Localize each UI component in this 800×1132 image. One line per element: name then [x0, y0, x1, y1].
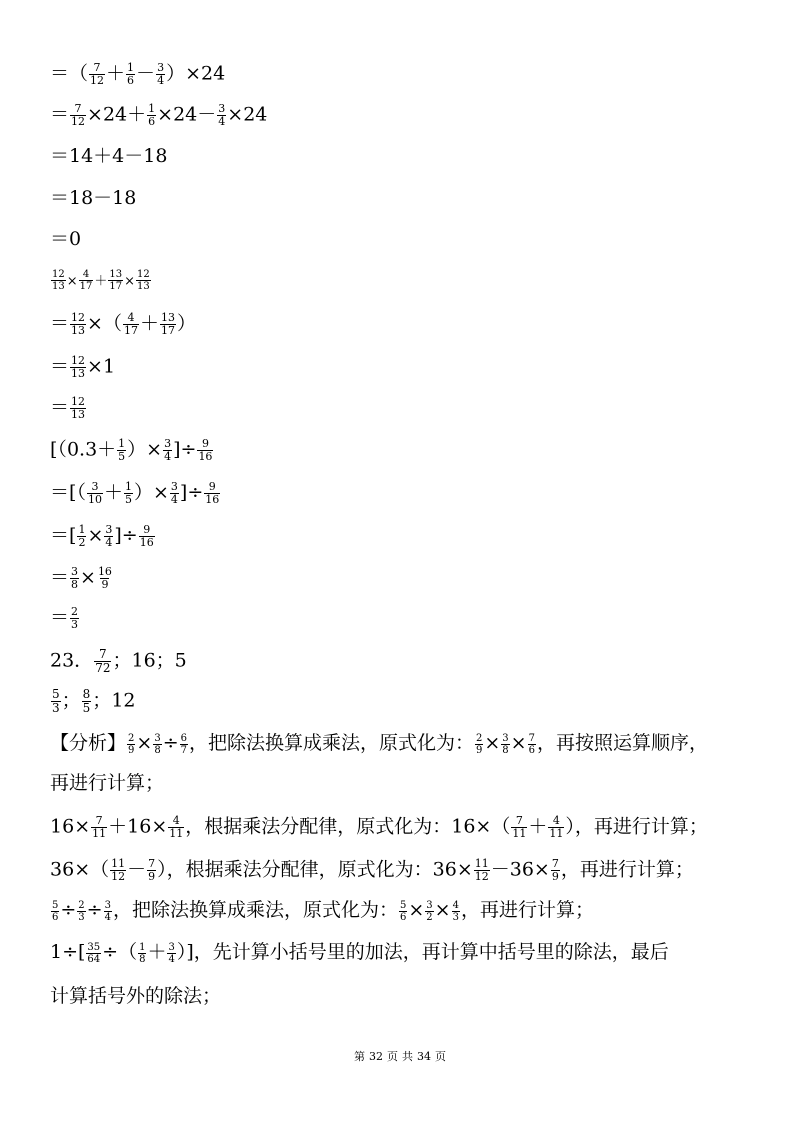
- fraction: $\frac{8}{5}$: [82, 687, 91, 715]
- fraction: $\frac{9}{16}$: [205, 480, 220, 506]
- fraction: $\frac{4}{3}$: [452, 899, 459, 923]
- number: 24: [243, 103, 268, 126]
- times-sign: ×: [87, 355, 103, 378]
- bracket: [: [69, 481, 77, 504]
- analysis-text: ，再按照运算顺序，: [536, 732, 708, 754]
- number: 16: [127, 815, 152, 838]
- paren: （: [57, 438, 67, 461]
- analysis-text: ，根据乘法分配律，原式化为：16×（: [185, 815, 511, 838]
- page-number: 32: [369, 1050, 383, 1063]
- minus-sign: －: [136, 62, 156, 85]
- times-sign: ×: [74, 858, 91, 881]
- equals-sign: ＝: [50, 606, 70, 629]
- calc-line-13: [50, 566, 114, 591]
- question-number: 23．: [50, 649, 94, 672]
- fraction: $\frac{1}{6}$: [127, 61, 135, 87]
- fraction: $\frac{4}{17}$: [79, 268, 93, 292]
- times-sign: ×: [510, 732, 527, 754]
- number: 16: [50, 815, 75, 838]
- calc-line-14: [50, 606, 80, 631]
- analysis-line-1: [50, 732, 708, 756]
- times-sign: ×: [152, 481, 169, 504]
- fraction: $\frac{4}{17}$: [123, 311, 138, 337]
- fraction: $\frac{11}{12}$: [111, 857, 126, 883]
- fraction: $\frac{7}{6}$: [528, 732, 535, 756]
- fraction: $\frac{4}{11}$: [169, 814, 184, 840]
- fraction: $\frac{2}{9}$: [128, 732, 135, 756]
- fraction: $\frac{1}{5}$: [118, 437, 126, 463]
- equals-sign: ＝: [50, 481, 70, 504]
- paren: ）: [127, 438, 147, 461]
- fraction: $\frac{13}{17}$: [109, 268, 123, 292]
- times-sign: ×: [146, 438, 163, 461]
- fraction: $\frac{6}{7}$: [180, 732, 187, 756]
- bracket: [: [69, 524, 77, 547]
- plus-sign: ＋: [103, 481, 123, 504]
- analysis-text: 1÷[: [50, 941, 86, 963]
- minus-sign: －: [197, 103, 217, 126]
- times-sign: ×: [124, 274, 136, 289]
- paren: （: [69, 62, 89, 85]
- answer-23-line-2: [50, 688, 136, 715]
- fraction: $\frac{5}{6}$: [399, 899, 407, 923]
- plus-sign: ＋: [139, 312, 159, 335]
- expression: ＝14＋4－18: [50, 145, 168, 167]
- fraction: $\frac{4}{11}$: [549, 814, 564, 840]
- fraction: $\frac{3}{8}$: [154, 732, 161, 756]
- paren: ）: [166, 62, 186, 85]
- times-sign: ×: [66, 274, 78, 289]
- analysis-line-4: [50, 858, 694, 883]
- times-sign: ×: [408, 899, 425, 921]
- page-total: 34: [417, 1050, 431, 1063]
- equals-sign: ＝: [50, 103, 70, 126]
- footer-text: 页: [387, 1050, 398, 1063]
- equals-sign: ＝: [50, 62, 70, 85]
- answer-value: 16；: [131, 649, 175, 672]
- analysis-text: ，再进行计算；: [460, 899, 594, 921]
- calc-line-12: [50, 524, 156, 549]
- fraction: $\frac{2}{3}$: [78, 899, 85, 923]
- fraction: $\frac{3}{4}$: [164, 437, 172, 463]
- fraction: $\frac{7}{72}$: [95, 647, 111, 675]
- number: 36: [50, 858, 75, 881]
- divide-sign: ÷: [121, 524, 138, 547]
- plus-sign: ＋: [108, 815, 128, 838]
- fraction: $\frac{3}{8}$: [502, 732, 509, 756]
- fraction: $\frac{12}{13}$: [71, 354, 86, 380]
- analysis-text: ），再进行计算；: [565, 815, 708, 838]
- fraction: $\frac{1}{8}$: [139, 941, 146, 965]
- analysis-text: ，把除法换算成乘法，原式化为：: [112, 899, 398, 921]
- divide-sign: ÷: [102, 941, 119, 963]
- fraction: $\frac{3}{8}$: [71, 565, 79, 591]
- fraction: $\frac{7}{12}$: [90, 61, 105, 87]
- fraction: $\frac{12}{13}$: [137, 268, 150, 292]
- analysis-tag: 【分析】: [50, 732, 127, 754]
- fraction: $\frac{35}{64}$: [87, 941, 101, 965]
- equals-sign: ＝: [50, 524, 70, 547]
- fraction: $\frac{1}{2}$: [78, 523, 86, 549]
- times-sign: ×: [434, 899, 451, 921]
- number: 24: [201, 62, 226, 85]
- calc-line-3: [50, 145, 167, 167]
- paren: （: [102, 312, 122, 335]
- fraction: $\frac{3}{10}$: [87, 480, 102, 506]
- calc-line-11: [50, 481, 221, 506]
- divide-sign: ÷: [187, 481, 204, 504]
- paren: （: [76, 481, 86, 504]
- plus-sign: ＋: [94, 274, 108, 289]
- divide-sign: ÷: [180, 438, 197, 461]
- fraction: $\frac{3}{4}$: [170, 480, 178, 506]
- analysis-text: 计算括号外的除法；: [50, 985, 222, 1007]
- times-sign: ×: [484, 732, 501, 754]
- expression: ＝18－18: [50, 187, 137, 209]
- analysis-text: ，把除法换算成乘法，原式化为：: [188, 732, 474, 754]
- analysis-text: ，再进行计算；: [560, 858, 694, 881]
- times-sign: ×: [87, 312, 103, 335]
- analysis-text: －36×: [490, 858, 550, 881]
- answer-23-line-1: [50, 648, 187, 675]
- fraction: $\frac{3}{4}$: [104, 899, 111, 923]
- calc-line-1: [50, 62, 225, 87]
- separator: ；: [92, 689, 112, 712]
- bracket: [: [50, 438, 58, 461]
- times-sign: ×: [87, 524, 104, 547]
- fraction: $\frac{5}{3}$: [52, 687, 60, 715]
- fraction: $\frac{16}{9}$: [97, 565, 112, 591]
- analysis-line-6: [50, 941, 669, 965]
- fraction: $\frac{12}{13}$: [52, 268, 65, 292]
- calc-line-7: [50, 312, 196, 337]
- times-sign: ×: [136, 732, 153, 754]
- plus-sign: ＋: [528, 815, 548, 838]
- calc-line-5: [50, 228, 81, 250]
- analysis-line-3: [50, 815, 708, 840]
- equals-sign: ＝: [50, 312, 70, 335]
- analysis-text: 再进行计算；: [50, 772, 165, 794]
- fraction: $\frac{2}{3}$: [71, 605, 79, 631]
- bracket: ]: [114, 524, 122, 547]
- bracket: ]: [173, 438, 181, 461]
- number: 1: [102, 355, 116, 378]
- page-footer: [0, 1050, 800, 1064]
- fraction: $\frac{3}{2}$: [426, 899, 433, 923]
- times-sign: ×: [157, 103, 174, 126]
- fraction: $\frac{1}{5}$: [124, 480, 132, 506]
- fraction: $\frac{7}{9}$: [148, 857, 156, 883]
- plus-sign: ＋: [127, 103, 147, 126]
- fraction: $\frac{5}{6}$: [52, 899, 59, 923]
- fraction: $\frac{9}{16}$: [139, 523, 154, 549]
- footer-text: 共: [402, 1050, 413, 1063]
- fraction: $\frac{7}{9}$: [551, 857, 559, 883]
- calc-line-4: [50, 187, 136, 209]
- fraction: $\frac{1}{6}$: [148, 102, 156, 128]
- fraction: $\frac{3}{4}$: [157, 61, 165, 87]
- times-sign: ×: [227, 103, 244, 126]
- minus-sign: －: [127, 858, 147, 881]
- calc-line-10: [50, 438, 214, 463]
- fraction: $\frac{12}{13}$: [71, 395, 86, 421]
- answer-value: 12: [111, 689, 136, 712]
- times-sign: ×: [151, 815, 168, 838]
- times-sign: ×: [185, 62, 201, 85]
- bracket: ]: [179, 481, 188, 504]
- fraction: $\frac{3}{4}$: [218, 102, 226, 128]
- footer-text: 第: [354, 1050, 365, 1063]
- fraction: $\frac{13}{17}$: [160, 311, 175, 337]
- times-sign: ×: [87, 103, 103, 126]
- answer-value: 5: [174, 649, 187, 672]
- times-sign: ×: [74, 815, 91, 838]
- fraction: $\frac{11}{12}$: [474, 857, 489, 883]
- equals-sign: ＝: [50, 566, 70, 589]
- analysis-line-2: [50, 772, 164, 794]
- fraction: $\frac{7}{12}$: [71, 102, 86, 128]
- divide-sign: ÷: [86, 899, 103, 921]
- calc-line-6: [50, 268, 152, 293]
- divide-sign: ÷: [60, 899, 77, 921]
- expression: 0.3＋: [66, 438, 117, 461]
- fraction: $\frac{7}{11}$: [512, 814, 527, 840]
- expression: ＝0: [50, 228, 82, 250]
- fraction: $\frac{2}{9}$: [476, 732, 483, 756]
- fraction: $\frac{7}{11}$: [92, 814, 107, 840]
- separator: ；: [112, 649, 132, 672]
- equals-sign: ＝: [50, 355, 70, 378]
- footer-text: 页: [435, 1050, 446, 1063]
- paren: （: [118, 941, 138, 963]
- calc-line-8: [50, 355, 115, 380]
- plus-sign: ＋: [147, 941, 167, 963]
- fraction: $\frac{9}{16}$: [198, 437, 213, 463]
- analysis-line-7: [50, 985, 221, 1007]
- divide-sign: ÷: [162, 732, 179, 754]
- plus-sign: ＋: [106, 62, 126, 85]
- analysis-text: ）]，先计算小括号里的加法，再计算中括号里的除法，最后: [176, 941, 669, 963]
- paren: （: [90, 858, 110, 881]
- fraction: $\frac{3}{4}$: [105, 523, 113, 549]
- number: 24: [173, 103, 198, 126]
- analysis-line-5: [50, 899, 594, 923]
- calc-line-2: [50, 103, 267, 128]
- paren: ）: [176, 312, 196, 335]
- calc-line-9: [50, 396, 87, 421]
- equals-sign: ＝: [50, 396, 70, 419]
- fraction: $\frac{12}{13}$: [71, 311, 86, 337]
- separator: ；: [61, 689, 81, 712]
- fraction: $\frac{3}{4}$: [168, 941, 175, 965]
- analysis-text: ），根据乘法分配律，原式化为：36×: [157, 858, 473, 881]
- times-sign: ×: [80, 566, 96, 589]
- number: 24: [102, 103, 128, 126]
- paren: ）: [133, 481, 153, 504]
